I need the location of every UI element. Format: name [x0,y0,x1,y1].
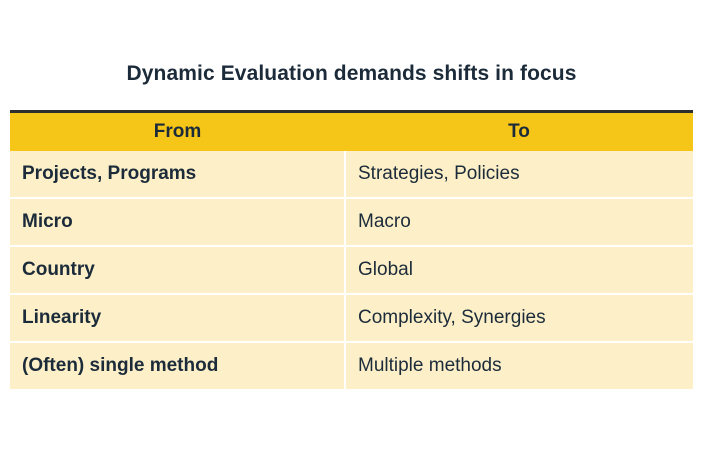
cell-to: Strategies, Policies [345,151,693,198]
cell-from: Projects, Programs [10,151,345,198]
cell-from: Country [10,246,345,294]
table-row [10,294,693,342]
column-header-to: To [345,113,693,151]
cell-to: Macro [345,198,693,246]
page-title: Dynamic Evaluation demands shifts in focus [126,62,577,85]
table-row [10,342,693,389]
table-row [10,198,693,246]
table-header-row [10,113,693,151]
table-body [10,151,693,389]
comparison-table-wrapper [10,110,693,389]
table-head [10,113,693,151]
table-row [10,151,693,198]
cell-to: Global [345,246,693,294]
table-row [10,246,693,294]
column-header-from: From [10,113,345,151]
cell-to: Multiple methods [345,342,693,389]
cell-from: Linearity [10,294,345,342]
cell-from: (Often) single method [10,342,345,389]
cell-from: Micro [10,198,345,246]
cell-to: Complexity, Synergies [345,294,693,342]
comparison-table [10,113,693,389]
